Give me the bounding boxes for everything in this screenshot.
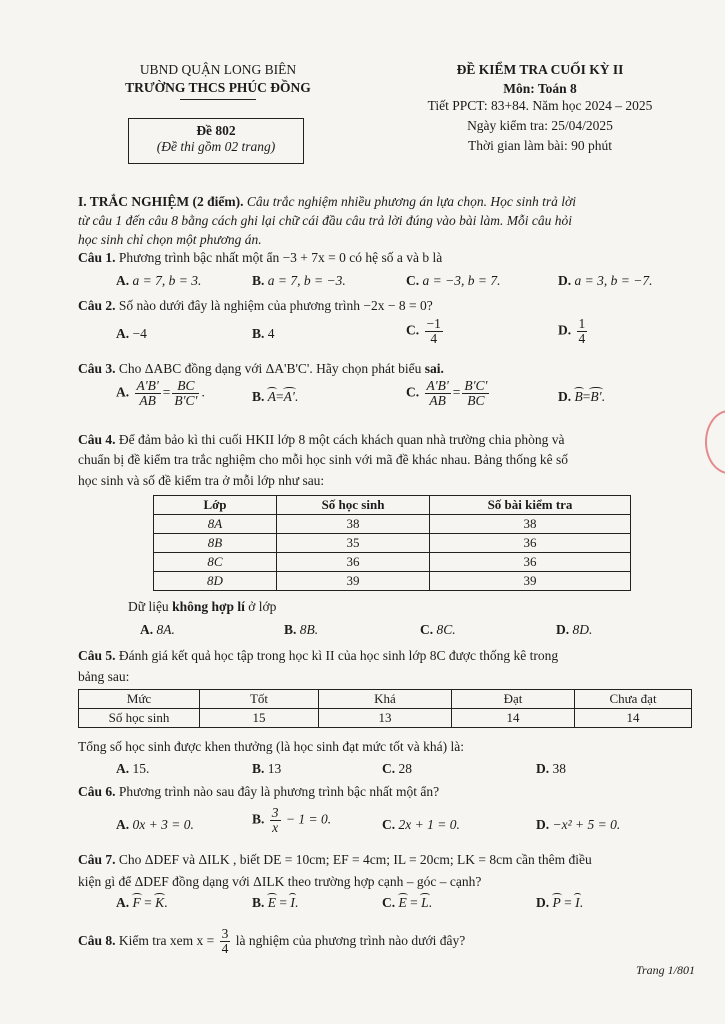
option-text: −x² + 5 = 0.: [552, 817, 621, 832]
table-cell: Tốt: [200, 690, 319, 709]
q1-option-c[interactable]: [406, 273, 500, 289]
numerator: A'B': [426, 378, 449, 393]
prompt-text: ở lớp: [244, 599, 277, 614]
option-letter: D.: [558, 322, 572, 338]
numerator: B'C': [464, 378, 488, 393]
table-header-row: [154, 496, 631, 515]
option-letter: D.: [536, 817, 550, 832]
table-cell: 36: [430, 553, 631, 572]
table-cell: 35: [277, 534, 430, 553]
angle-symbol: P: [552, 895, 561, 910]
q2-option-a[interactable]: [116, 326, 147, 342]
fraction: [425, 379, 451, 408]
option-letter: B.: [252, 895, 265, 910]
option-text: 38: [552, 761, 566, 776]
question-text: Phương trình nào sau đây là phương trình bậc nhất một ẩn?: [115, 784, 440, 799]
q7-option-a[interactable]: A. F = K.: [116, 895, 168, 910]
numerator: −1: [426, 316, 441, 331]
exam-pages: (Đề thi gồm 02 trang): [156, 139, 276, 154]
q5-option-c[interactable]: [382, 761, 412, 777]
red-stamp: [705, 410, 725, 474]
option-letter: C.: [382, 761, 396, 776]
angle-symbol: B': [590, 389, 602, 404]
numerator: 3: [271, 805, 279, 820]
table-cell: 8B: [154, 534, 277, 553]
option-letter: A.: [116, 817, 130, 832]
exam-period: Tiết PPCT: 83+84. Năm học 2024 – 2025: [427, 98, 653, 113]
angle-symbol: K: [155, 895, 165, 910]
table-cell: 38: [430, 515, 631, 534]
table-cell: 15: [200, 709, 319, 728]
question-text: Phương trình bậc nhất một ẩn −3 + 7x = 0 có hệ số a và b là: [115, 250, 443, 265]
question-7-line2: kiện gì để ΔDEF đồng dạng với ΔILK theo trường hợp cạnh – góc – cạnh?: [78, 874, 482, 889]
question-4-prompt: [128, 599, 276, 615]
q7-option-b[interactable]: B. E = I.: [252, 895, 299, 910]
table-row: [154, 572, 631, 591]
table-cell: 14: [452, 709, 575, 728]
q3-option-b[interactable]: B. A=A'.: [252, 389, 299, 404]
question-text: Để đảm bảo kì thi cuối HKII lớp 8 một cách khách quan nhà trường chia phòng và: [115, 432, 565, 447]
table-cell: 36: [430, 534, 631, 553]
fraction: [462, 379, 489, 408]
question-5: [78, 647, 701, 664]
table-cell: 36: [277, 553, 430, 572]
exam-code-box: [128, 118, 304, 164]
question-label: Câu 2.: [78, 298, 116, 313]
q4-option-a[interactable]: [140, 622, 175, 638]
table-cell: Số học sinh: [79, 709, 200, 728]
exam-code: Đề 802: [196, 123, 236, 138]
question-emphasis: sai.: [424, 361, 444, 376]
question-2: [78, 297, 701, 314]
question-label: Câu 6.: [78, 784, 116, 799]
page-footer: Trang 1/801: [635, 963, 695, 977]
q5-option-b[interactable]: [252, 761, 281, 777]
table-cell: 8D: [154, 572, 277, 591]
angle-symbol: B: [574, 389, 583, 404]
table-cell: 39: [430, 572, 631, 591]
table-cell: 14: [575, 709, 692, 728]
question-1: [78, 249, 701, 266]
denominator: 4: [430, 331, 438, 346]
numerator: A'B': [136, 378, 159, 393]
header-underline: [180, 99, 256, 100]
question-7: [78, 851, 701, 868]
option-letter: C.: [406, 384, 420, 400]
option-text: a = −3, b = 7.: [422, 273, 501, 288]
question-text: là nghiệm của phương trình nào dưới đây?: [232, 933, 466, 948]
option-letter: B.: [252, 761, 265, 776]
option-text: a = 7, b = 3.: [132, 273, 202, 288]
q4-option-d[interactable]: [556, 622, 592, 638]
denominator: 4: [221, 941, 229, 957]
option-letter: B.: [284, 622, 297, 637]
q1-option-d[interactable]: [558, 273, 652, 289]
option-letter: C.: [406, 322, 420, 338]
question-label: Câu 8.: [78, 933, 116, 948]
option-text: a = 3, b = −7.: [574, 273, 653, 288]
table-cell: 8A: [154, 515, 277, 534]
option-letter: D.: [536, 895, 550, 910]
question-label: Câu 7.: [78, 852, 116, 867]
fraction: [135, 379, 161, 408]
q3-option-c[interactable]: C. $\frac{A'B'}{AB}$ = $\frac{B'C'}{BC}$: [406, 378, 488, 408]
table-cell: 8C: [154, 553, 277, 572]
option-text: −4: [132, 326, 147, 341]
table-cell: Chưa đạt: [575, 690, 692, 709]
option-text: 8D.: [572, 622, 593, 637]
option-letter: B.: [252, 273, 265, 288]
option-letter: B.: [252, 326, 265, 341]
table-cell: Mức: [79, 690, 200, 709]
fraction: [172, 379, 199, 408]
question-label: Câu 4.: [78, 432, 116, 447]
exam-date: Ngày kiểm tra: 25/04/2025: [467, 118, 613, 133]
table-row: [154, 515, 631, 534]
numerator: 1: [578, 316, 586, 331]
option-text: 8C.: [436, 622, 456, 637]
angle-symbol: F: [132, 895, 141, 910]
option-letter: B.: [252, 811, 265, 827]
option-text: 0x + 3 = 0.: [132, 817, 194, 832]
angle-symbol: I: [575, 895, 580, 910]
table-row: [154, 534, 631, 553]
prompt-emphasis: không hợp lí: [172, 599, 245, 614]
question-text: Cho ΔABC đồng dạng với ΔA'B'C'. Hãy chọn phát biểu: [115, 361, 425, 376]
section-intro-text: Câu trắc nghiệm nhiều phương án lựa chọn. Học sinh trả lời: [243, 194, 577, 209]
table-header: Số học sinh: [277, 496, 430, 515]
denominator: AB: [139, 393, 156, 408]
question-5-prompt: Tổng số học sinh được khen thưởng (là học sinh đạt mức tốt và khá) là:: [78, 739, 465, 754]
question-text: Cho ΔDEF và ΔILK , biết DE = 10cm; EF = 4cm; IL = 20cm; LK = 8cm cần thêm điều: [115, 852, 592, 867]
q2-option-d[interactable]: [558, 317, 589, 346]
fraction: [220, 927, 231, 956]
q2-option-c[interactable]: [406, 317, 445, 346]
q6-option-c[interactable]: [382, 817, 460, 833]
table-cell: 38: [277, 515, 430, 534]
table-row: [79, 690, 692, 709]
option-letter: D.: [556, 622, 570, 637]
exam-duration: Thời gian làm bài: 90 phút: [468, 138, 612, 153]
option-letter: B.: [252, 389, 265, 404]
angle-symbol: E: [398, 895, 407, 910]
denominator: x: [272, 820, 279, 835]
option-letter: A.: [116, 384, 130, 400]
q3-option-a[interactable]: A. $\frac{A'B'}{AB}$ = $\frac{BC}{B'C'}$ .: [116, 378, 205, 408]
q6-option-a[interactable]: [116, 817, 194, 833]
q5-option-d[interactable]: [536, 761, 566, 777]
option-text: 8A.: [156, 622, 175, 637]
fraction: [270, 806, 281, 835]
question-8: [78, 926, 701, 956]
angle-symbol: A': [283, 389, 295, 404]
question-text: Đánh giá kết quả học tập trong học kì II của học sinh lớp 8C được thống kê trong: [115, 648, 559, 663]
table-cell: Khá: [319, 690, 452, 709]
prompt-text: Dữ liệu: [128, 599, 173, 614]
option-letter: A.: [116, 273, 130, 288]
angle-symbol: I: [290, 895, 295, 910]
angle-symbol: E: [267, 895, 277, 910]
table-row: [79, 709, 692, 728]
option-letter: A.: [116, 895, 130, 910]
angle-symbol: L: [421, 895, 429, 910]
fraction: [425, 317, 443, 346]
q5-option-a[interactable]: [116, 761, 149, 777]
q1-option-a[interactable]: [116, 273, 201, 289]
denominator: AB: [429, 393, 446, 408]
question-text: Số nào dưới đây là nghiệm của phương trình −2x − 8 = 0?: [115, 298, 433, 313]
section-intro-line2: từ câu 1 đến câu 8 bằng cách ghi lại chữ cái đầu câu trả lời đúng vào bài làm. Mỗi câu hỏi: [78, 213, 572, 228]
class-stats-table: [153, 495, 631, 591]
table-header: Lớp: [154, 496, 277, 515]
option-text: 8B.: [299, 622, 319, 637]
school-district: UBND QUẬN LONG BIÊN: [139, 62, 297, 77]
q4-option-c[interactable]: [420, 622, 456, 638]
option-text: 28: [398, 761, 412, 776]
section-intro-line1: [78, 193, 701, 210]
option-text: 2x + 1 = 0.: [398, 817, 460, 832]
option-letter: A.: [140, 622, 154, 637]
option-text: a = 7, b = −3.: [267, 273, 346, 288]
numerator: 3: [221, 926, 229, 942]
question-text: Kiểm tra xem x =: [115, 933, 218, 948]
question-label: Câu 5.: [78, 648, 116, 663]
table-cell: 39: [277, 572, 430, 591]
question-label: Câu 1.: [78, 250, 116, 265]
option-letter: C.: [382, 817, 396, 832]
exam-title: ĐỀ KIỂM TRA CUỐI KỲ II: [456, 62, 624, 77]
option-letter: D.: [536, 761, 550, 776]
angle-symbol: A: [267, 389, 277, 404]
grade-table: [78, 689, 692, 728]
option-letter: D.: [558, 389, 572, 404]
table-cell: 13: [319, 709, 452, 728]
question-6: [78, 783, 701, 800]
option-letter: D.: [558, 273, 572, 288]
option-letter: C.: [382, 895, 396, 910]
q1-option-b[interactable]: [252, 273, 346, 289]
numerator: BC: [172, 379, 199, 394]
option-letter: C.: [420, 622, 434, 637]
table-cell: Đạt: [452, 690, 575, 709]
q2-option-b[interactable]: [252, 326, 275, 342]
denominator: BC: [467, 393, 485, 408]
table-row: [154, 553, 631, 572]
denominator: B'C': [174, 393, 198, 408]
q7-option-c[interactable]: C. E = L.: [382, 895, 433, 910]
question-label: Câu 3.: [78, 361, 116, 376]
option-letter: C.: [406, 273, 420, 288]
question-5-line2: bảng sau:: [78, 669, 130, 684]
option-text: 15.: [132, 761, 150, 776]
q6-option-d[interactable]: [536, 817, 620, 833]
option-letter: A.: [116, 761, 130, 776]
exam-subject: Môn: Toán 8: [503, 81, 577, 96]
option-text: − 1 = 0.: [282, 811, 332, 827]
school-name: TRƯỜNG THCS PHÚC ĐỒNG: [125, 80, 311, 95]
fraction: [577, 317, 588, 346]
q3-option-d[interactable]: D. B=B'.: [558, 389, 605, 404]
q4-option-b[interactable]: [284, 622, 318, 638]
section-title: I. TRẮC NGHIỆM (2 điểm).: [78, 194, 244, 209]
question-3: [78, 360, 701, 377]
q7-option-d[interactable]: D. P = I.: [536, 895, 583, 910]
section-intro-line3: học sinh chỉ chọn một phương án.: [78, 232, 262, 247]
option-text: 13: [267, 761, 282, 776]
q6-option-b[interactable]: [252, 806, 331, 835]
option-letter: A.: [116, 326, 130, 341]
question-4-line3: học sinh và số đề kiểm tra ở mỗi lớp như sau:: [78, 473, 325, 488]
question-4: [78, 431, 701, 448]
question-4-line2: chuẩn bị đề kiểm tra trắc nghiệm cho mỗi học sinh với mã đề khác nhau. Bảng thống kê số: [78, 452, 569, 467]
table-header: Số bài kiểm tra: [430, 496, 631, 515]
denominator: 4: [578, 331, 586, 346]
option-text: 4: [267, 326, 275, 341]
